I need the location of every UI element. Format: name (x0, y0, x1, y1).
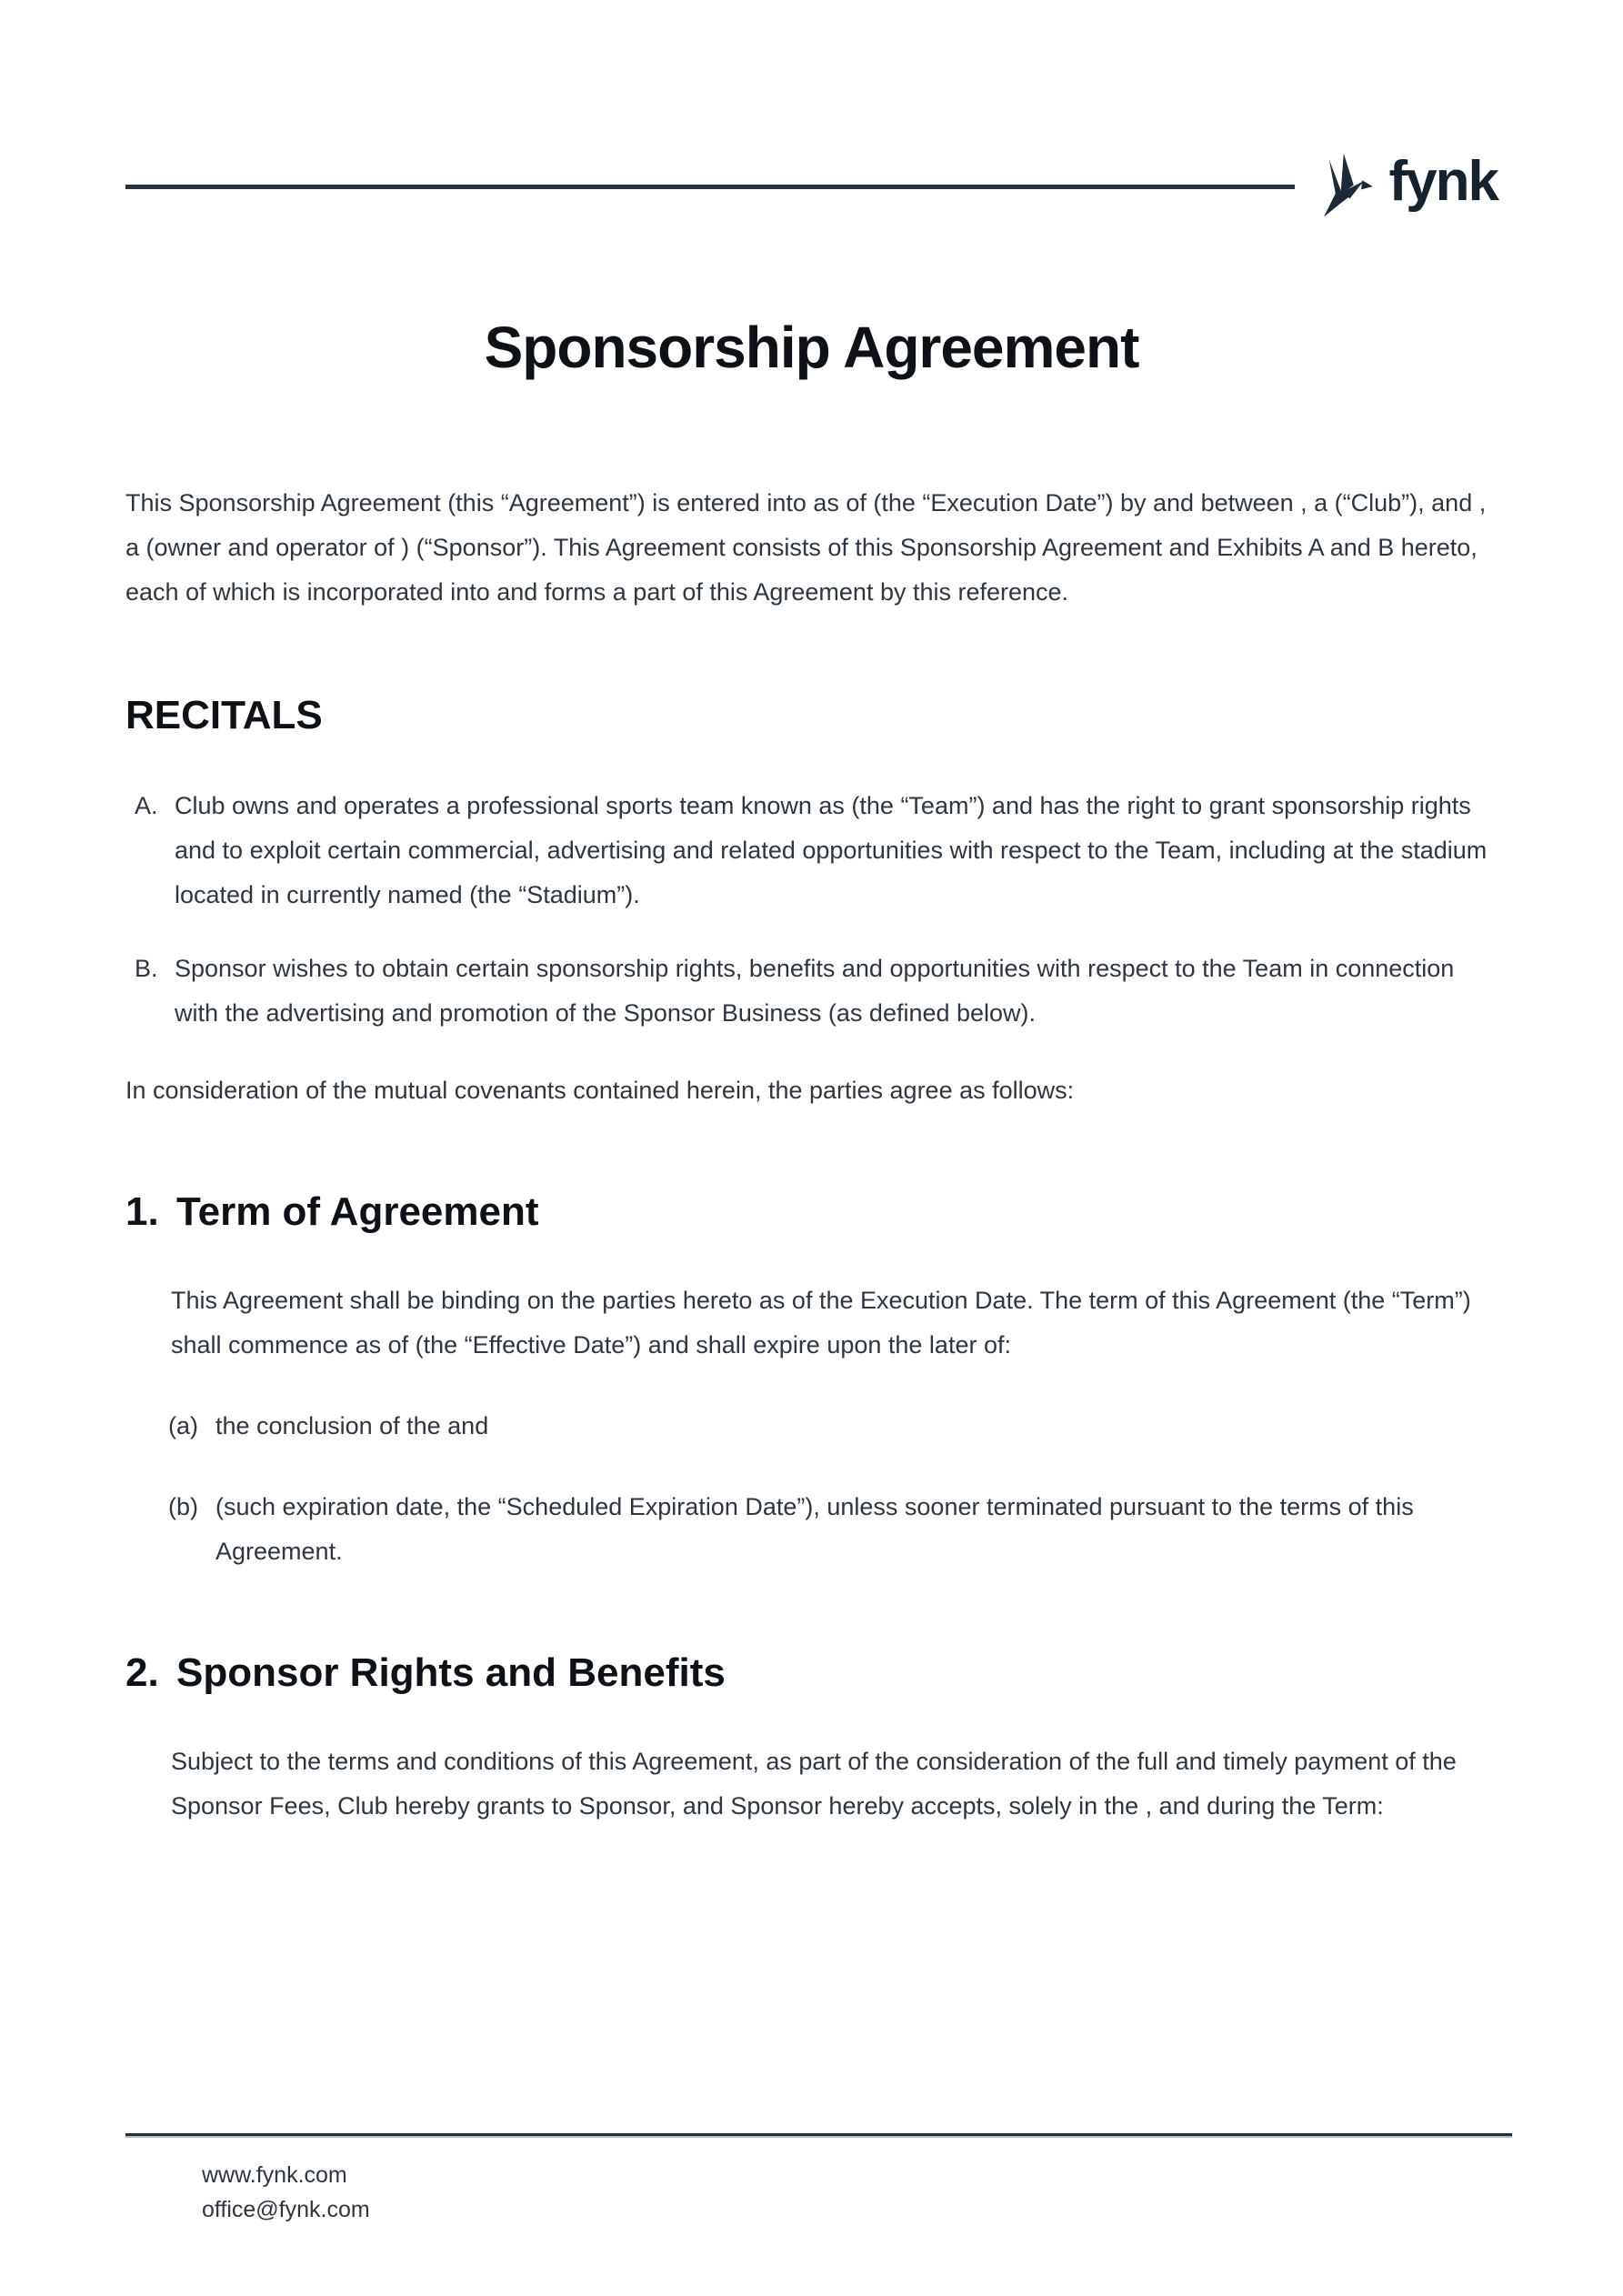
header-divider (125, 185, 1295, 189)
subitem-text: (such expiration date, the “Scheduled Expiration Date”), unless sooner terminated pursuant to the terms of this Agreement. (215, 1493, 1414, 1565)
page-footer (125, 2133, 1512, 2227)
origami-bird-icon (1318, 148, 1377, 225)
subitem-b (168, 1485, 1498, 1574)
section-number: 1. (125, 1189, 159, 1234)
recital-marker: A. (135, 792, 158, 819)
section-number: 2. (125, 1650, 159, 1695)
recital-text: Sponsor wishes to obtain certain sponsorship rights, benefits and opportunities with respect to the Team in connection with the advertising and promotion of the Sponsor Business (as defined below). (175, 955, 1455, 1027)
section-heading-term-of-agreement (125, 1189, 1498, 1235)
recital-item-b (135, 947, 1498, 1036)
subitem-text: the conclusion of the and (215, 1412, 489, 1439)
brand-logo (1318, 148, 1498, 225)
page-header (125, 0, 1498, 225)
brand-wordmark: fynk (1388, 150, 1498, 213)
section-body-paragraph: This Agreement shall be binding on the parties hereto as of the Execution Date. The term of this Agreement (the “Term”) shall commence as of (the “Effective Date”) and shall expire upon the later of: (171, 1287, 1471, 1359)
footer-email: office@fynk.com (202, 2197, 370, 2222)
section-title: Term of Agreement (176, 1189, 539, 1234)
recital-text: Club owns and operates a professional sports team known as (the “Team”) and has the right to grant sponsorship rights and to exploit certain commercial, advertising and related opportunities with respect to the Team, including at the stadium located in currently named (the “Stadium”). (175, 792, 1488, 908)
recital-item-a (135, 784, 1498, 917)
footer-divider (125, 2133, 1512, 2138)
subitem-marker: (b) (168, 1493, 198, 1520)
page-title: Sponsorship Agreement (484, 315, 1139, 380)
footer-website: www.fynk.com (202, 2162, 347, 2188)
recitals-closing-paragraph: In consideration of the mutual covenants contained herein, the parties agree as follows: (125, 1077, 1075, 1104)
subitem-a (168, 1404, 1498, 1449)
intro-paragraph: This Sponsorship Agreement (this “Agreement”) is entered into as of (the “Execution Date”) by and between , a (“Club”), and , a (owner and operator of ) (“Sponsor”). This Agreement consists of this Sponsorship Agreement and Exhibits A and B hereto, each of which is incorporated into and forms a part of this Agreement by this reference. (125, 489, 1487, 606)
section-heading-sponsor-rights-and-benefits (125, 1650, 1498, 1696)
recitals-heading: RECITALS (125, 693, 323, 737)
recital-marker: B. (135, 955, 158, 982)
subitem-marker: (a) (168, 1412, 198, 1439)
section-body-paragraph: Subject to the terms and conditions of this Agreement, as part of the consideration of the full and timely payment of the Sponsor Fees, Club hereby grants to Sponsor, and Sponsor hereby accepts, solely in the , and during the Term: (171, 1748, 1457, 1820)
section-title: Sponsor Rights and Benefits (176, 1650, 726, 1695)
